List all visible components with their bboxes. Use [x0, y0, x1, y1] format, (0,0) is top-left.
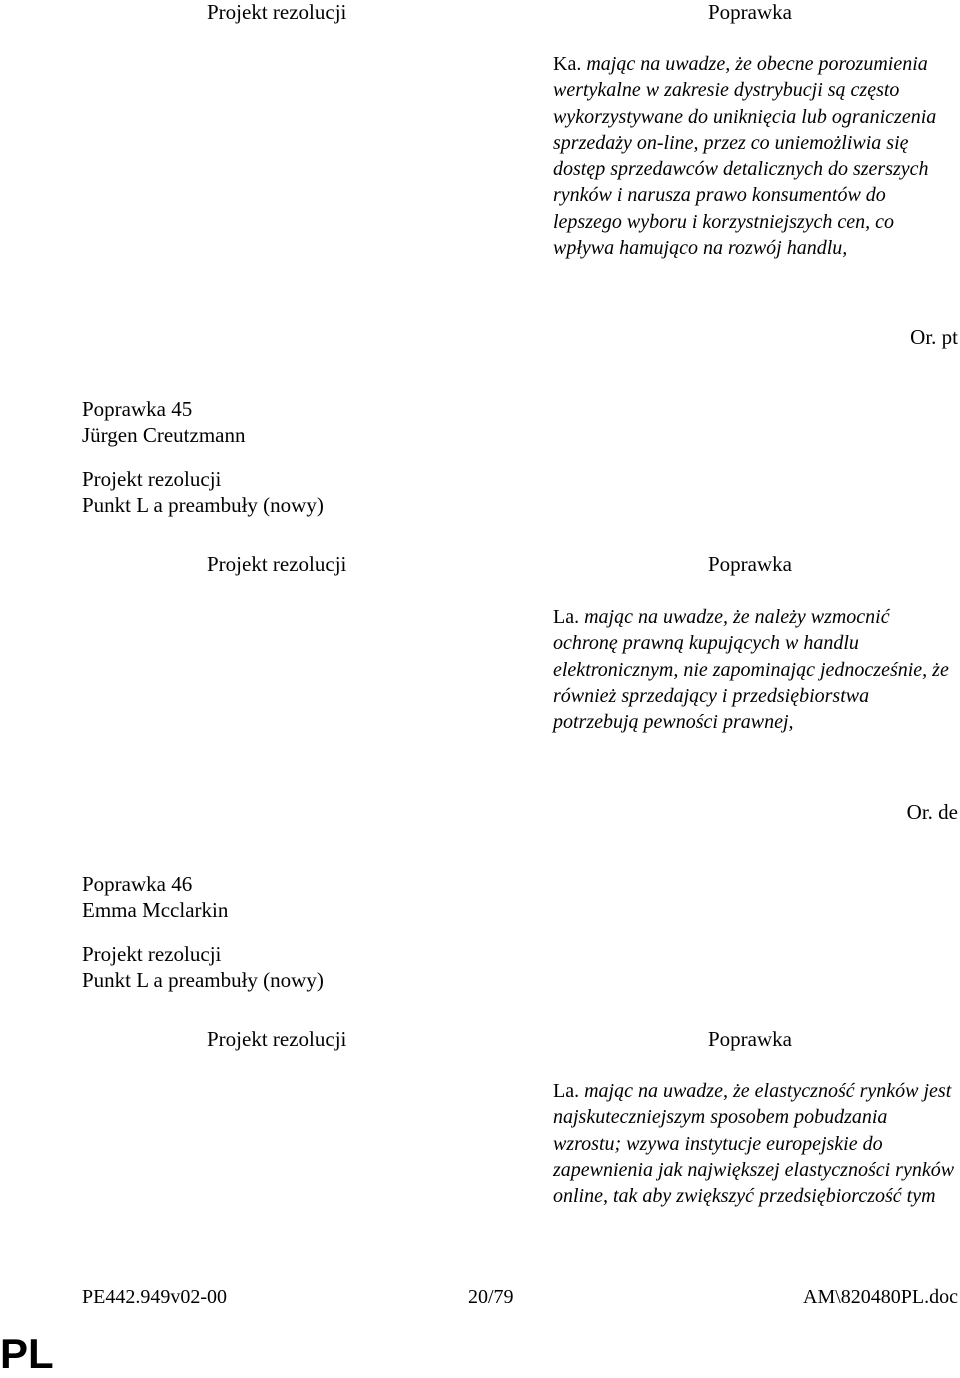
recital-body: mając na uwadze, że elastyczność rynków jest najskuteczniejszym sposobem pobudzania wzrostu; wzywa instytucje europejskie do zapewnienia jak największej elastyczności rynków online, tak aby zwiększyć przedsiębiorczość tym [553, 1080, 955, 1208]
column-header-amendment: Poprawka [708, 1027, 792, 1051]
amendment-text [553, 604, 957, 735]
amendment-target-doc: Projekt rezolucji [82, 467, 222, 491]
language-code: PL [0, 1330, 54, 1377]
original-language: Or. de [906, 800, 958, 824]
column-header-amendment: Poprawka [708, 0, 792, 24]
column-header-draft: Projekt rezolucji [207, 552, 347, 576]
recital-body: mając na uwadze, że obecne porozumienia wertykalne w zakresie dystrybucji są często wykorzystywane do uniknięcia lub ograniczenia sprzedaży on-line, przez co uniemożliwia się dostęp sprzedawców detalicznych do szerszych rynków i narusza prawo konsumentów do lepszego wyboru i korzystniejszych cen, co wpływa hamująco na rozwój handlu, [553, 53, 937, 260]
recital-body: mając na uwadze, że należy wzmocnić ochronę prawną kupujących w handlu elektronicznym, nie zapominając jednocześnie, że również sprzedający i przedsiębiorstwa potrzebują pewności prawnej, [553, 606, 949, 734]
amendment-author: Emma Mcclarkin [82, 898, 229, 922]
column-header-amendment: Poprawka [708, 552, 792, 576]
amendment-header [82, 396, 324, 518]
amendment-number: Poprawka 45 [82, 397, 193, 421]
page-number: 20/79 [468, 1286, 514, 1308]
column-header-draft: Projekt rezolucji [207, 0, 347, 24]
amendment-target-point: Punkt L a preambuły (nowy) [82, 968, 324, 992]
original-language: Or. pt [910, 325, 958, 349]
document-reference: PE442.949v02-00 [82, 1286, 227, 1308]
file-name: AM\820480PL.doc [803, 1286, 958, 1308]
amendment-target-point: Punkt L a preambuły (nowy) [82, 493, 324, 517]
amendment-text [553, 1078, 957, 1209]
column-header-draft: Projekt rezolucji [207, 1027, 347, 1051]
recital-letter: La. [553, 606, 580, 628]
amendment-author: Jürgen Creutzmann [82, 423, 246, 447]
amendment-number: Poprawka 46 [82, 872, 193, 896]
recital-letter: La. [553, 1080, 580, 1102]
amendment-text [553, 51, 957, 261]
recital-letter: Ka. [553, 53, 582, 75]
amendment-header [82, 871, 324, 993]
amendment-target-doc: Projekt rezolucji [82, 942, 222, 966]
